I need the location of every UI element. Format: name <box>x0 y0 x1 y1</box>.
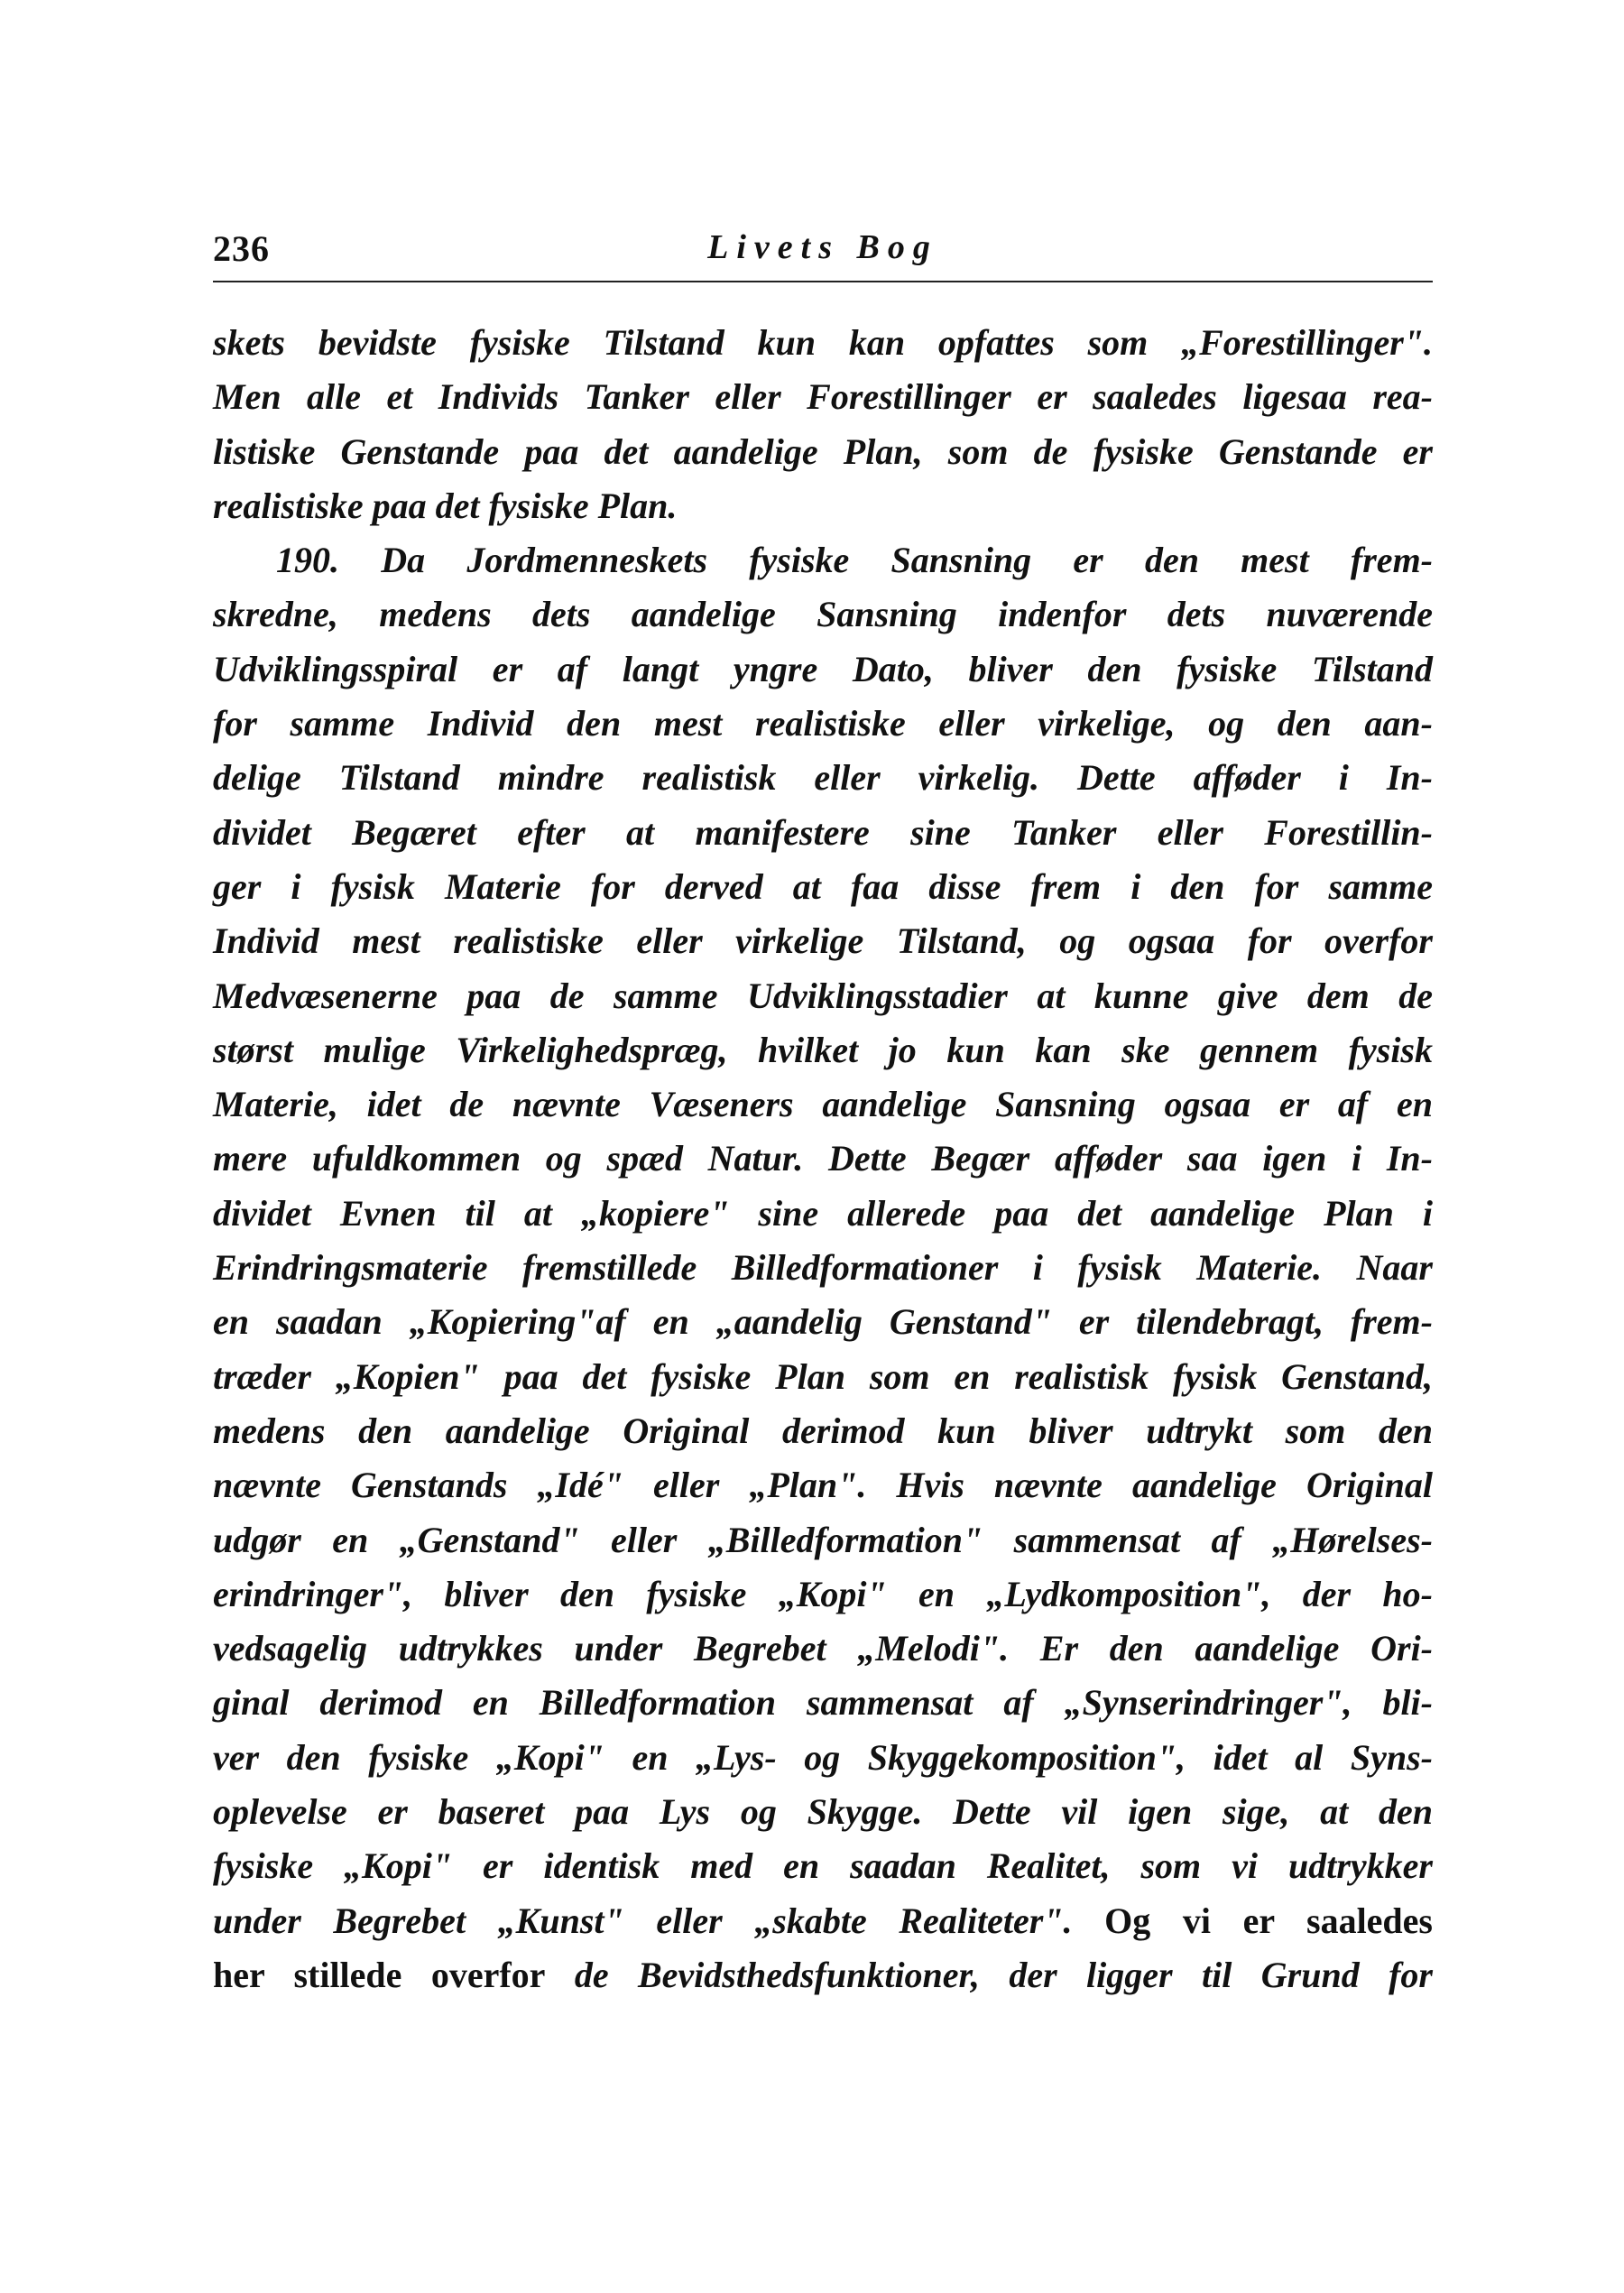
text-line-mixed <box>213 1948 1433 2002</box>
running-head <box>213 227 1433 282</box>
text-line: ver den fysiske „Kopi" en „Lys- og Skyggekomposition", idet al Syns- <box>213 1736 1433 1778</box>
text-line: realistiske paa det fysiske Plan. <box>213 485 678 526</box>
text-line: fysiske „Kopi" er identisk med en saadan Realitet, som vi udtrykker <box>213 1845 1433 1887</box>
body-text <box>213 316 1433 2002</box>
text-line: skredne, medens dets aandelige Sansning indenfor dets nuværende <box>213 594 1433 635</box>
text-line: medens den aandelige Original derimod kun bliver udtrykt som den <box>213 1410 1433 1451</box>
text-line: træder „Kopien" paa det fysiske Plan som en realistisk fysisk Genstand, <box>213 1355 1433 1397</box>
text-line: delige Tilstand mindre realistisk eller virkelig. Dette afføder i In- <box>213 757 1433 799</box>
text-line: Materie, idet de nævnte Væseners aandelige Sansning ogsaa er af en <box>213 1084 1433 1125</box>
text-segment-roman: Og vi er saaledes <box>1104 1900 1433 1941</box>
text-segment-italic: de Bevidsthedsfunktioner, der ligger til Grund for <box>574 1954 1433 1995</box>
text-line: Udviklingsspiral er af langt yngre Dato, bliver den fysiske Tilstand <box>213 648 1433 689</box>
text-line: Individ mest realistiske eller virkelige Tilstand, og ogsaa for overfor <box>213 920 1433 962</box>
header-rule <box>213 281 1433 282</box>
text-line: erindringer", bliver den fysiske „Kopi" en „Lydkomposition", der ho- <box>213 1573 1433 1614</box>
text-line: nævnte Genstands „Idé" eller „Plan". Hvis nævnte aandelige Original <box>213 1465 1433 1506</box>
text-line-mixed <box>213 1894 1433 1948</box>
text-line: størst mulige Virkelighedspræg, hvilket jo kun kan ske gennem fysisk <box>213 1029 1433 1070</box>
text-line: vedsagelig udtrykkes under Begrebet „Melodi". Er den aandelige Ori- <box>213 1628 1433 1669</box>
text-line: en saadan „Kopiering"af en „aandelig Genstand" er tilendebragt, frem- <box>213 1301 1433 1343</box>
section-start-line: 190. Da Jordmenneskets fysiske Sansning er den mest frem- <box>276 540 1433 581</box>
text-line: Erindringsmaterie fremstillede Billedformationer i fysisk Materie. Naar <box>213 1247 1433 1289</box>
text-line: oplevelse er baseret paa Lys og Skygge. Dette vil igen sige, at den <box>213 1791 1433 1833</box>
text-line: udgør en „Genstand" eller „Billedformation" sammensat af „Hørelses- <box>213 1519 1433 1560</box>
text-line: dividet Evnen til at „kopiere" sine allerede paa det aandelige Plan i <box>213 1192 1433 1234</box>
text-line: for samme Individ den mest realistiske eller virkelige, og den aan- <box>213 703 1433 744</box>
text-segment-italic: under Begrebet „Kunst" eller „skabte Realiteter". <box>213 1900 1073 1941</box>
text-line: ger i fysisk Materie for derved at faa disse frem i den for samme <box>213 865 1433 907</box>
text-line: ginal derimod en Billedformation sammensat af „Synserindringer", bli- <box>213 1682 1433 1724</box>
text-line: skets bevidste fysiske Tilstand kun kan opfattes som „Forestillinger". <box>213 322 1433 363</box>
text-line: mere ufuldkommen og spæd Natur. Dette Begær afføder saa igen i In- <box>213 1138 1433 1179</box>
text-line: Medvæsenerne paa de samme Udviklingsstadier at kunne give dem de <box>213 975 1433 1016</box>
running-title: Livets Bog <box>707 228 938 266</box>
text-line: Men alle et Individs Tanker eller Forestillinger er saaledes ligesaa rea- <box>213 376 1433 418</box>
text-line: listiske Genstande paa det aandelige Plan, som de fysiske Genstande er <box>213 430 1433 472</box>
text-segment-roman: her stillede overfor <box>213 1954 546 1995</box>
text-line: dividet Begæret efter at manifestere sine Tanker eller Forestillin- <box>213 811 1433 853</box>
page-number: 236 <box>213 228 270 269</box>
